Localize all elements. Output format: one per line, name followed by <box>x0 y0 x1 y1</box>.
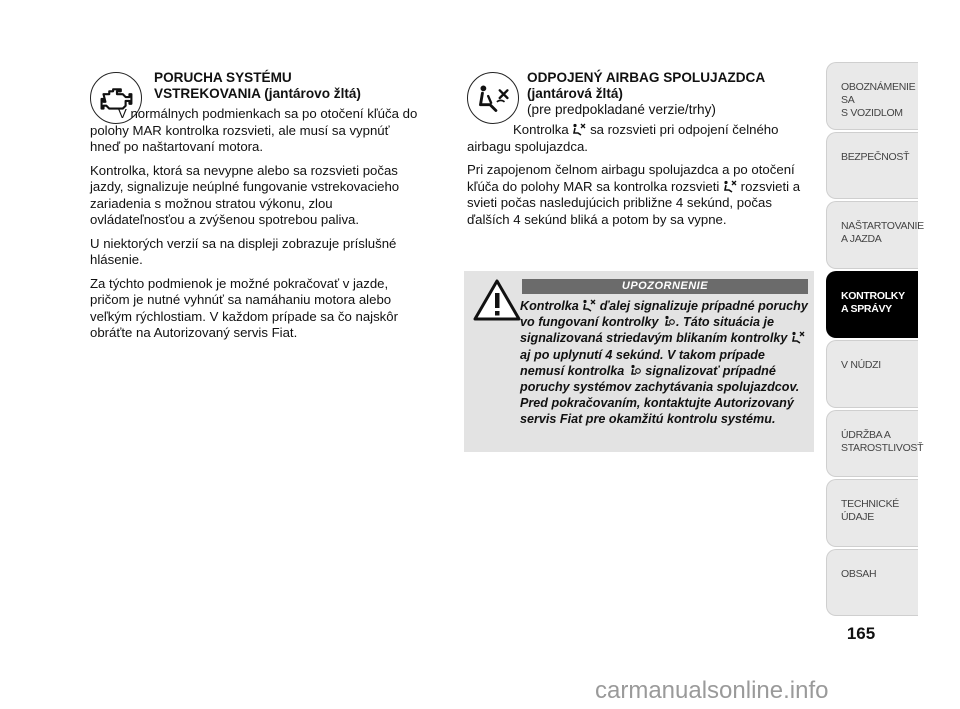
airbag-off-icon <box>723 180 737 193</box>
watermark: carmanualsonline.info <box>595 677 829 704</box>
tab-3[interactable] <box>826 271 918 339</box>
warning-text: Kontrolka ďalej signalizuje prípadné poruchy vo fungovaní kontrolky . Táto situácia je signalizovaná striedavým blikaním kontrolky aj po uplynutí 4 sekúnd. V takom prípade nemusí kontrolka signalizovať prípadné poruchy systémov zachytávania spolujazdcov. Pred pokračovaním, kontaktujte Autorizovaný servis Fiat pre okamžitú kontrolu systému. <box>520 299 808 427</box>
left-para-1: V normálnych podmienkach sa po otočení kľúča do polohy MAR kontrolka rozsvieti, ale musí sa vypnúť hneď po naštartovaní motora. <box>90 106 418 154</box>
airbag-off-icon <box>791 331 805 344</box>
airbag-off-icon <box>582 299 596 312</box>
tab-label: ÚDRŽBA A STAROSTLIVOSŤ <box>841 428 924 454</box>
left-heading-color: (jantárovo žltá) <box>264 86 361 101</box>
section-tabs <box>826 62 924 618</box>
tab-label: OBSAH <box>841 567 877 580</box>
airbag-off-icon <box>572 123 586 136</box>
left-heading-line1: PORUCHA SYSTÉMU <box>154 70 292 85</box>
tab-label: KONTROLKY A SPRÁVY <box>841 289 905 315</box>
right-heading <box>527 70 812 118</box>
tab-5[interactable] <box>826 410 924 478</box>
right-heading-line2: (jantárová žltá) <box>527 86 623 101</box>
tab-0[interactable] <box>826 62 918 130</box>
airbag-warning-icon <box>628 364 642 377</box>
warning-box <box>464 271 814 452</box>
left-heading <box>154 70 420 102</box>
tab-4[interactable] <box>826 340 918 408</box>
right-heading-line3: (pre predpokladané verzie/trhy) <box>527 102 716 117</box>
tab-1[interactable] <box>826 132 918 200</box>
left-heading-line2: VSTREKOVANIA <box>154 86 261 101</box>
left-para-3: U niektorých verzií sa na displeji zobrazuje príslušné hlásenie. <box>90 235 397 267</box>
left-para-2: Kontrolka, ktorá sa nevypne alebo sa rozsvieti počas jazdy, signalizuje neúplné fungovanie vstrekovacieho zariadenia s možnou stratou výkonu, zlou ovládateľnosťou a zvýšenou spotrebou paliva. <box>90 162 400 227</box>
airbag-warning-icon <box>662 315 676 328</box>
tab-label: TECHNICKÉ ÚDAJE <box>841 498 899 523</box>
right-heading-line1: ODPOJENÝ AIRBAG SPOLUJAZDCA <box>527 70 766 85</box>
warning-title: UPOZORNENIE <box>522 279 808 294</box>
tab-2[interactable] <box>826 201 924 269</box>
left-column <box>90 70 420 349</box>
page-number: 165 <box>846 624 876 643</box>
left-para-4: Za týchto podmienok je možné pokračovať v jazde, pričom je nutné vyhnúť sa namáhaniu motora alebo veľkým rýchlostiam. V každom prípade sa čo najskôr obráťte na Autorizovaný servis Fiat. <box>90 275 399 340</box>
right-column <box>467 70 812 235</box>
tab-label: OBOZNÁMENIE SA S VOZIDLOM <box>841 81 916 119</box>
tab-label: BEZPEČNOSŤ <box>841 150 910 163</box>
right-para-1: Kontrolka sa rozsvieti pri odpojení čelného airbagu spolujazdca. <box>467 122 779 154</box>
right-para-2: Pri zapojenom čelnom airbagu spolujazdca a po otočení kľúča do polohy MAR sa kontrolka rozsvieti rozsvieti a svieti počas nasledujúcich približne 4 sekúnd, počas ďalších 4 sekúnd bliká a potom by sa vypne. <box>467 162 801 227</box>
tab-label: V NÚDZI <box>841 359 881 371</box>
tab-6[interactable] <box>826 479 918 547</box>
tab-label: NAŠTARTOVANIE A JAZDA <box>841 220 924 245</box>
tab-7[interactable] <box>826 549 918 617</box>
